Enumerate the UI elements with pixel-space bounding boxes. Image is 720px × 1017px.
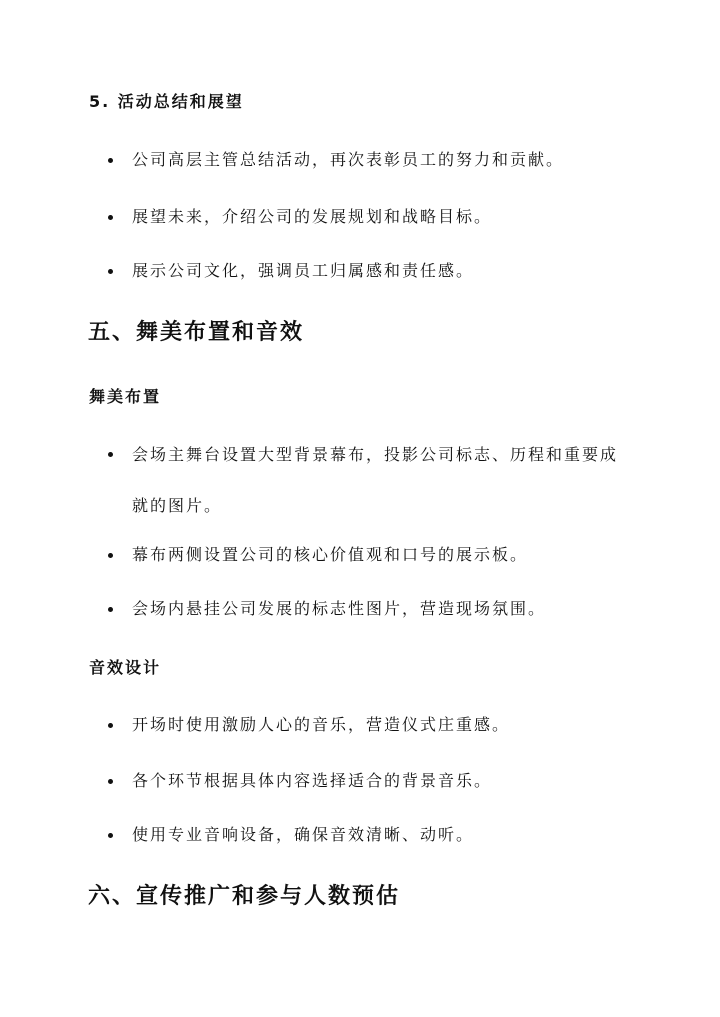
list-item-text: 公司高层主管总结活动，再次表彰员工的努力和贡献。 <box>132 150 565 169</box>
list-item-text: 会场内悬挂公司发展的标志性图片，营造现场氛围。 <box>132 599 547 618</box>
bullet-icon <box>108 723 113 728</box>
bullet-icon <box>108 269 113 274</box>
list-item-text: 开场时使用激励人心的音乐，营造仪式庄重感。 <box>132 715 511 734</box>
list-item-text: 展示公司文化，强调员工归属感和责任感。 <box>132 261 475 280</box>
list-item-text: 幕布两侧设置公司的核心价值观和口号的展示板。 <box>132 545 529 564</box>
bullet-icon <box>108 553 113 558</box>
section-heading-summary: 5. 活动总结和展望 <box>89 92 244 111</box>
section-heading-sound: 音效设计 <box>89 658 162 677</box>
list-item-text: 展望未来，介绍公司的发展规划和战略目标。 <box>132 207 493 226</box>
list-item-text: 使用专业音响设备，确保音效清晰、动听。 <box>132 825 475 844</box>
chapter-title-stage-sound: 五、舞美布置和音效 <box>88 320 305 345</box>
bullet-icon <box>108 215 113 220</box>
bullet-icon <box>108 833 113 838</box>
list-item-text: 各个环节根据具体内容选择适合的背景音乐。 <box>132 771 493 790</box>
list-item-text: 会场主舞台设置大型背景幕布，投影公司标志、历程和重要成就的图片。 <box>132 445 619 515</box>
bullet-icon <box>108 452 113 457</box>
bullet-icon <box>108 607 113 612</box>
bullet-icon <box>108 779 113 784</box>
bullet-icon <box>108 158 113 163</box>
section-heading-stage: 舞美布置 <box>89 387 162 406</box>
chapter-title-promotion: 六、宣传推广和参与人数预估 <box>88 884 401 909</box>
